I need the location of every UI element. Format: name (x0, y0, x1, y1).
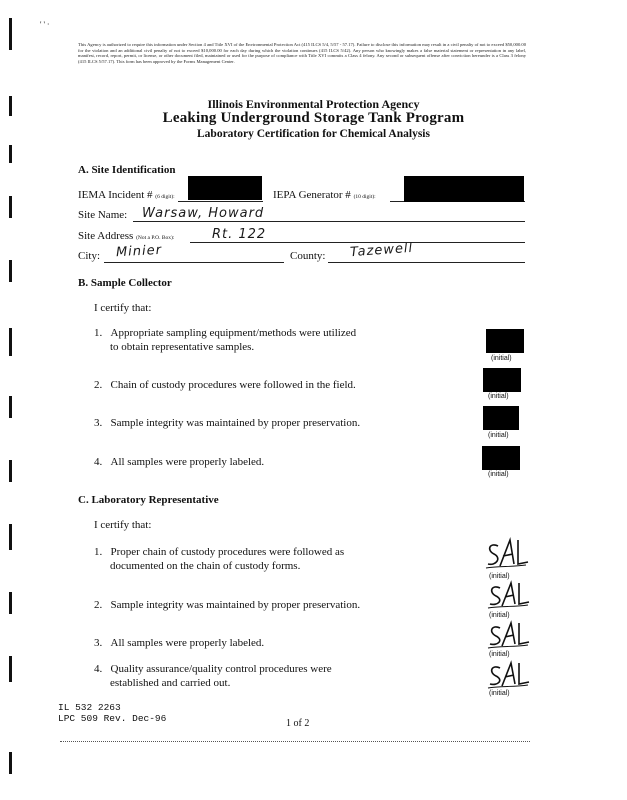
city-value: Minier (115, 242, 163, 261)
initial-label: (initial) (488, 471, 509, 478)
form-revision: LPC 509 Rev. Dec-96 (58, 713, 167, 724)
initial-label: (initial) (491, 355, 512, 362)
initial-label: (initial) (488, 432, 509, 439)
section-a-heading: A. Site Identification (78, 164, 176, 176)
initial-label: (initial) (489, 612, 510, 619)
collector-item: 2. Chain of custody procedures were followed in the field. (94, 379, 356, 391)
iema-incident-field[interactable] (178, 201, 263, 202)
lab-item: 2. Sample integrity was maintained by proper preservation. (94, 599, 361, 611)
collector-item: 3. Sample integrity was maintained by proper preservation. (94, 417, 361, 429)
scan-edge-mark (9, 592, 12, 614)
redacted-initial (482, 446, 520, 470)
city-label: City: (78, 250, 101, 262)
form-subtitle: Laboratory Certification for Chemical Analysis (197, 128, 430, 140)
initial-label: (initial) (489, 651, 510, 658)
lab-certify-text: I certify that: (94, 519, 152, 531)
section-c-heading: C. Laboratory Representative (78, 494, 219, 506)
scan-edge-mark (9, 196, 12, 218)
form-number: IL 532 2263 (58, 702, 121, 713)
county-value: Tazewell (349, 240, 414, 261)
scan-specks: ' ' · (40, 20, 50, 29)
site-name-value: Warsaw, Howard (142, 206, 265, 221)
scan-edge-mark (9, 328, 12, 356)
lab-initial-signature (484, 536, 530, 572)
scan-edge-mark (9, 656, 12, 682)
legal-disclaimer: This Agency is authorized to require this information under Section 4 and Title XVI of the Environmental Protection Act (415 ILCS 5/4, 5/57 - 57.17). Failure to disclose this information may result in a civil penalty of not to exceed $50,000.00 for the violation and an additional civil penalty of not to exceed $10,000.00 for each day during which the violation continues (415 ILCS 5/42). Any person who knowingly makes a false material statement or representation in any label, manifest, record, report, permit, or license, or other document filed, maintained or used for the purpose of compliance with Title XVI commits a Class 4 felony. Any second or subsequent offense after conviction hereunder is a Class 3 felony (415 ILCS 5/57.17). This form has been approved by the Forms Management Center. (78, 42, 526, 64)
lab-initial-signature (486, 620, 532, 652)
scan-edge-mark (9, 396, 12, 418)
lab-item: 3. All samples were properly labeled. (94, 637, 265, 649)
agency-name: Illinois Environmental Protection Agency (207, 97, 420, 111)
scan-edge-mark (9, 752, 12, 774)
scan-edge-mark (9, 18, 12, 50)
scan-edge-mark (9, 460, 12, 482)
site-address-field[interactable] (190, 242, 525, 243)
site-address-label: Site Address (Not a P.O. Box): (78, 230, 175, 242)
lab-initial-signature (486, 660, 532, 692)
collector-certify-text: I certify that: (94, 302, 152, 314)
lab-item: 1. Proper chain of custody procedures were followed as documented on the chain of custody forms. (94, 546, 345, 572)
bottom-rule (60, 741, 530, 742)
scan-edge-mark (9, 524, 12, 550)
redacted-initial (486, 329, 524, 353)
collector-item: 1. Appropriate sampling equipment/methods were utilized to obtain representative samples. (94, 327, 357, 353)
page-number: 1 of 2 (286, 718, 310, 729)
scan-edge-mark (9, 260, 12, 282)
county-field[interactable] (328, 262, 525, 263)
program-title: Leaking Underground Storage Tank Program (162, 110, 465, 126)
initial-label: (initial) (489, 573, 510, 580)
iema-incident-label: IEMA Incident # (6 digit): (78, 189, 175, 201)
lab-item: 4. Quality assurance/quality control procedures were established and carried out. (94, 663, 332, 689)
site-name-field[interactable] (133, 221, 525, 222)
county-label: County: (290, 250, 326, 262)
site-name-label: Site Name: (78, 209, 128, 221)
city-field[interactable] (104, 262, 284, 263)
section-b-heading: B. Sample Collector (78, 277, 172, 289)
iepa-generator-label: IEPA Generator # (10 digit): (273, 189, 376, 201)
initial-label: (initial) (489, 690, 510, 697)
lab-initial-signature (486, 580, 532, 612)
collector-item: 4. All samples were properly labeled. (94, 456, 265, 468)
scan-edge-mark (9, 145, 12, 163)
redacted-initial (483, 368, 521, 392)
redacted-initial (483, 406, 519, 430)
site-address-value: Rt. 122 (212, 227, 267, 242)
redaction-box (404, 176, 524, 202)
redaction-box (188, 176, 262, 200)
initial-label: (initial) (488, 393, 509, 400)
